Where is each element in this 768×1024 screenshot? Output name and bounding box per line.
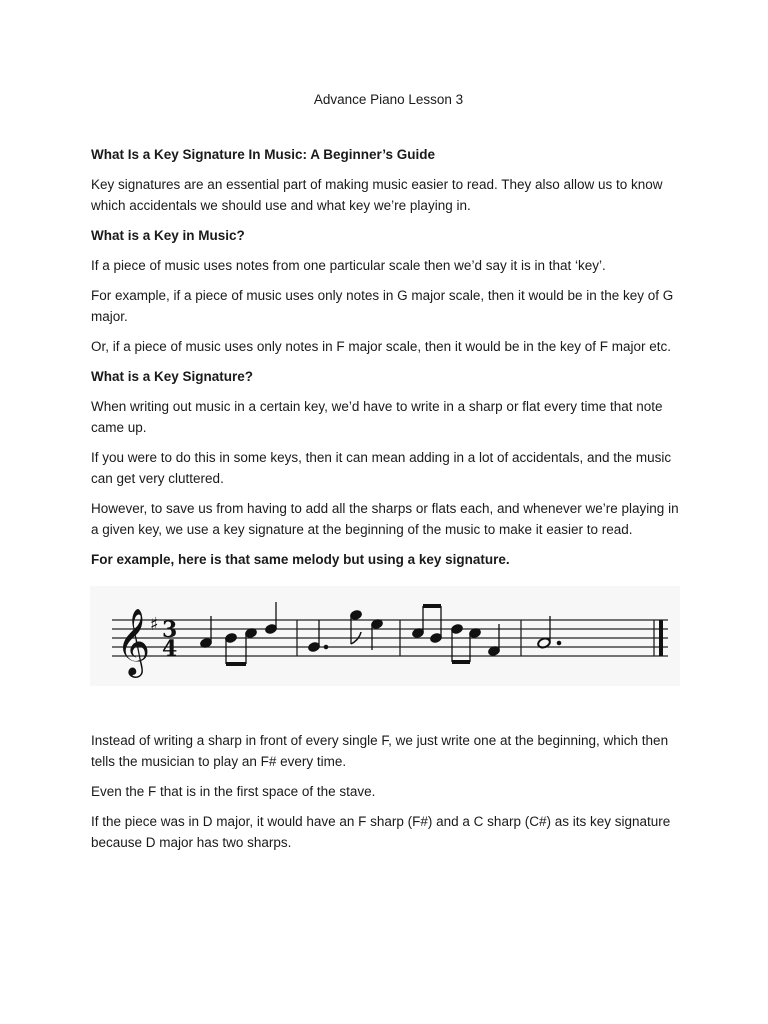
- section-heading-what-is-key: What is a Key in Music?: [91, 228, 245, 243]
- music-staff-image: [90, 586, 680, 686]
- time-signature-top: 3: [162, 617, 178, 643]
- section-heading-what-is-key-signature: What is a Key Signature?: [91, 369, 254, 384]
- paragraph-f-major-example: Or, if a piece of music uses only notes in F major scale, then it would be in the key of F major etc.: [91, 339, 672, 354]
- paragraph-writing-sharps: When writing out music in a certain key, we’d have to write in a sharp or flat every time that note came up.: [91, 399, 663, 435]
- music-staff-svg: [90, 586, 680, 686]
- paragraph-g-major-example: For example, if a piece of music uses only notes in G major scale, then it would be in the key of G major.: [91, 288, 674, 324]
- document-page: [91, 92, 681, 862]
- paragraph-key-definition: If a piece of music uses notes from one particular scale then we’d say it is in that ‘key’.: [91, 258, 606, 273]
- section-heading-key-signature-guide: What Is a Key Signature In Music: A Beginner’s Guide: [91, 147, 436, 162]
- key-signature-sharp-icon: ♯: [150, 614, 159, 635]
- paragraph-cluttered: If you were to do this in some keys, then it can mean adding in a lot of accidentals, and the music can get very cluttered.: [91, 450, 672, 486]
- treble-clef-icon: 𝄞: [116, 607, 151, 675]
- paragraph-key-signature-use: However, to save us from having to add all the sharps or flats each, and whenever we’re playing in a given key, we use a key signature at the beginning of the music to make it easier to read.: [91, 501, 679, 537]
- example-caption: For example, here is that same melody but using a key signature.: [91, 552, 510, 567]
- paragraph-first-space: Even the F that is in the first space of the stave.: [91, 784, 376, 799]
- paragraph-intro: Key signatures are an essential part of making music easier to read. They also allow us to know which accidentals we should use and what key we’re playing in.: [91, 177, 663, 213]
- paragraph-one-sharp: Instead of writing a sharp in front of every single F, we just write one at the beginning, which then tells the musician to play an F# every time.: [91, 733, 669, 769]
- document-title: Advance Piano Lesson 3: [313, 92, 464, 107]
- time-signature-bottom: 4: [162, 636, 178, 662]
- paragraph-d-major: If the piece was in D major, it would have an F sharp (F#) and a C sharp (C#) as its key signature because D major has two sharps.: [91, 814, 671, 850]
